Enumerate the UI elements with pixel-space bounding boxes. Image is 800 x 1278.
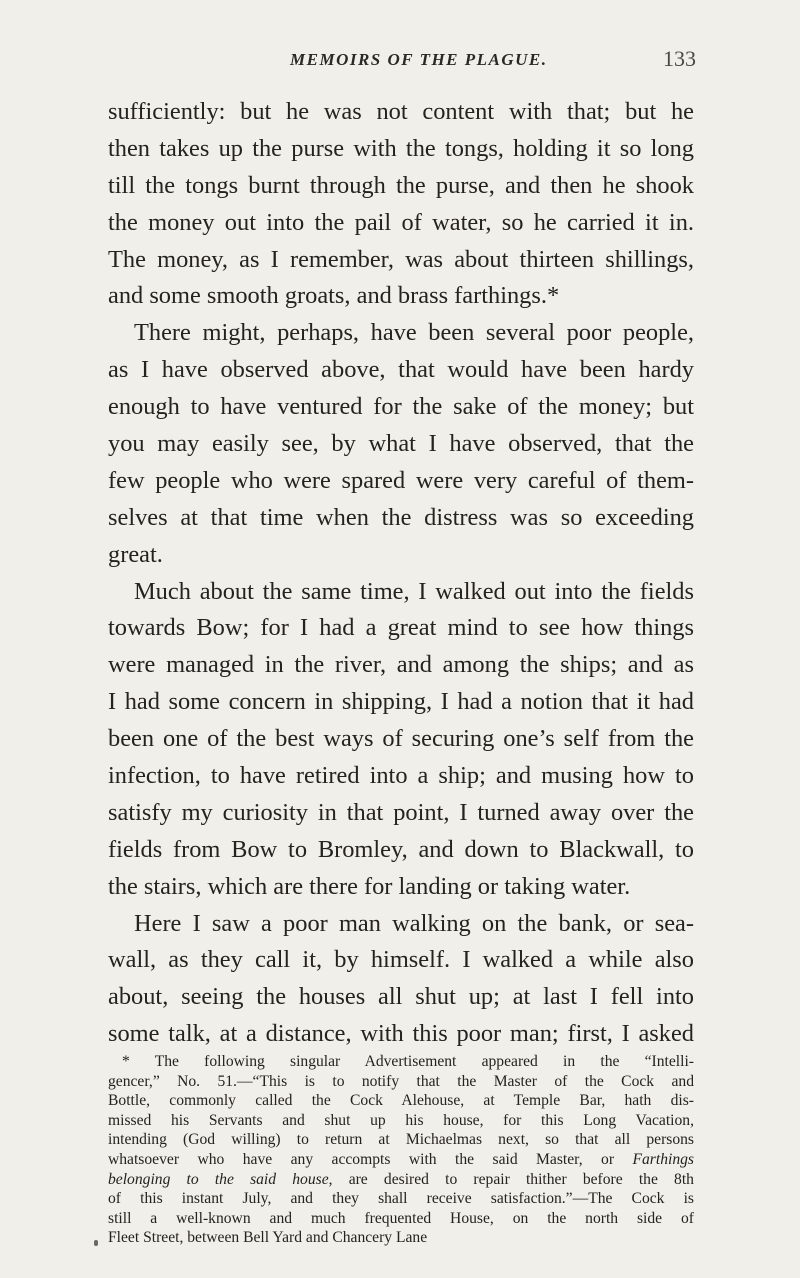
footnote-line: Bottle, commonly called the Cock Alehouse, at Temple Bar, hath dis-: [108, 1092, 694, 1110]
text-line: been one of the best ways of securing one’s self from the: [108, 725, 694, 753]
text-line: about, seeing the houses all shut up; at last I fell into: [108, 983, 694, 1011]
footnote-italic-text: belonging to the said house: [108, 1170, 329, 1188]
text-line: selves at that time when the distress was so exceeding: [108, 503, 694, 531]
footnote-line: of this instant July, and they shall receive satisfaction.”—The Cock is: [108, 1190, 694, 1208]
text-line: The money, as I remember, was about thirteen shillings,: [108, 245, 694, 273]
footnote-line: intending (God willing) to return at Michaelmas next, so that all persons: [108, 1131, 694, 1149]
paragraph-start: Much about the same time, I walked out into the fields: [134, 577, 694, 605]
footnote-line: missed his Servants and shut up his house, for this Long Vacation,: [108, 1111, 694, 1129]
text-line: enough to have ventured for the sake of the money; but: [108, 393, 694, 421]
text-line: as I have observed above, that would have been hardy: [108, 356, 694, 384]
footnote-line: * The following singular Advertisement appeared in the “Intelli-: [122, 1053, 694, 1070]
footnote-line: gencer,” No. 51.—“This is to notify that the Master of the Cock and: [108, 1072, 694, 1090]
footnote-text: , are desired to repair thither before the 8th: [328, 1170, 694, 1188]
text-line: fields from Bow to Bromley, and down to Blackwall, to: [108, 835, 694, 863]
text-line: wall, as they call it, by himself. I walked a while also: [108, 946, 694, 974]
footnote-line: Fleet Street, between Bell Yard and Chancery Lane: [108, 1229, 428, 1247]
running-header: [0, 46, 800, 76]
text-line: then takes up the purse with the tongs, holding it so long: [108, 134, 694, 162]
footnote-text: whatsoever who have any accompts with the said Master, or: [108, 1150, 633, 1168]
footnote-line: still a well-known and much frequented House, on the north side of: [108, 1209, 694, 1227]
footnote: [108, 1052, 694, 1248]
text-line: the money out into the pail of water, so he carried it in.: [108, 208, 694, 236]
text-line: I had some concern in shipping, I had a notion that it had: [108, 688, 694, 716]
paragraph-start: Here I saw a poor man walking on the bank, or sea-: [134, 909, 694, 937]
footnote-line: [108, 1150, 694, 1170]
text-line: few people who were spared were very careful of them-: [108, 466, 694, 494]
text-line: great.: [108, 540, 163, 568]
footnote-line: [108, 1170, 694, 1190]
text-line: till the tongs burnt through the purse, and then he shook: [108, 171, 694, 199]
ink-speck: [94, 1240, 98, 1246]
running-title: MEMOIRS OF THE PLAGUE.: [290, 50, 548, 69]
text-line: the stairs, which are there for landing or taking water.: [108, 872, 631, 900]
text-line: you may easily see, by what I have observed, that the: [108, 430, 694, 458]
page-number: 133: [663, 46, 696, 71]
text-line: towards Bow; for I had a great mind to see how things: [108, 614, 694, 642]
body-text: [108, 94, 694, 1053]
text-line: infection, to have retired into a ship; and musing how to: [108, 762, 694, 790]
text-line: satisfy my curiosity in that point, I turned away over the: [108, 798, 694, 826]
text-line: and some smooth groats, and brass farthings.*: [108, 282, 560, 310]
footnote-italic-text: Farthings: [632, 1150, 694, 1168]
paragraph-start: There might, perhaps, have been several poor people,: [134, 319, 694, 347]
text-line: some talk, at a distance, with this poor man; first, I asked: [108, 1020, 694, 1048]
text-line: sufficiently: but he was not content with that; but he: [108, 98, 694, 125]
text-line: were managed in the river, and among the ships; and as: [108, 651, 694, 679]
